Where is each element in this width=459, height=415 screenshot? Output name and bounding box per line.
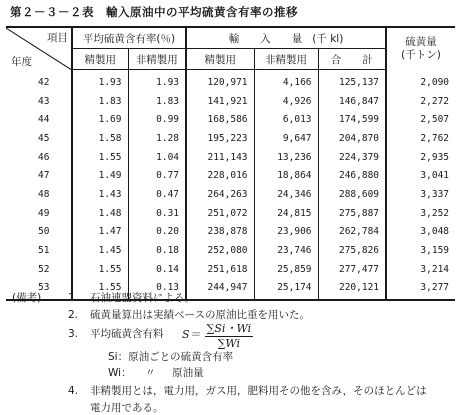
import-nonrefined-cell: 23,906 [254,223,318,242]
rate-nonrefined-cell: 1.83 [128,92,186,111]
import-refined-cell: 141,921 [186,92,254,111]
import-volume-header [186,27,386,49]
si-definition: Si：原油ごとの硫黄含有率 [108,351,234,363]
rate-nonrefined-cell: 0.14 [128,260,186,279]
import-total-header: 合 計 [318,49,386,70]
import-total-cell: 277,477 [318,260,386,279]
import-refined-cell: 195,223 [186,129,254,148]
formula-denominator: ∑Wi [217,337,241,350]
year-cell: 45 [38,132,50,144]
table-row [6,70,455,92]
rate-nonrefined-cell: 0.31 [128,204,186,223]
import-refined-header: 精製用 [186,49,254,70]
table-row [6,260,455,279]
year-cell: 43 [38,95,50,107]
sulfur-amount-header [386,27,455,70]
note-3: 3. 平均硫黄含有料 [68,328,164,340]
year-cell: 53 [6,279,72,301]
rate-nonrefined-cell: 0.18 [128,241,186,260]
import-total-cell: 288,609 [318,185,386,204]
import-nonrefined-cell: 13,236 [254,148,318,167]
table-header [6,27,455,70]
rate-refined-cell: 1.43 [72,185,128,204]
year-cell: 48 [38,188,50,200]
import-refined-cell: 238,878 [186,223,254,242]
year-cell: 42 [38,76,50,88]
import-nonrefined-header: 非精製用 [254,49,318,70]
import-nonrefined-cell: 9,647 [254,129,318,148]
rate-refined-cell: 1.55 [72,260,128,279]
table-row [6,110,455,129]
sulfur-formula [182,320,253,350]
sulfur-amount-cell: 3,041 [386,166,455,185]
rate-nonrefined-header: 非精製用 [128,49,186,70]
formula-fraction [205,320,254,350]
import-nonrefined-cell: 4,166 [254,70,318,92]
year-cell: 49 [38,207,50,219]
rate-nonrefined-cell: 1.93 [128,70,186,92]
rate-refined-cell: 1.49 [72,166,128,185]
note-4: 4. 非精製用とは，電力用，ガス用，肥料用その他を含み，そのほとんどは [68,385,427,397]
year-label: 年度 [11,55,32,68]
rate-nonrefined-cell: 0.13 [128,279,186,301]
import-refined-cell: 244,947 [186,279,254,301]
table-body [6,70,455,301]
import-nonrefined-cell: 6,013 [254,110,318,129]
note-2: 2. 硫黄量算出は実績ベースの原油比重を用いた。 [68,309,310,321]
import-nonrefined-cell: 24,815 [254,204,318,223]
year-cell: 50 [38,226,50,238]
table-row [6,185,455,204]
sulfur-amount-cell: 2,935 [386,148,455,167]
rate-refined-cell: 1.58 [72,129,128,148]
import-total-cell: 146,847 [318,92,386,111]
rate-nonrefined-cell: 0.77 [128,166,186,185]
import-refined-cell: 251,072 [186,204,254,223]
rate-refined-cell: 1.55 [72,148,128,167]
rate-nonrefined-cell: 0.99 [128,110,186,129]
sulfur-amount-cell: 2,507 [386,110,455,129]
sulfur-amount-unit: (千トン) [401,48,441,61]
import-total-cell: 220,121 [318,279,386,301]
import-total-cell: 224,379 [318,148,386,167]
import-volume-label: 輸 入 量 [228,32,303,45]
rate-nonrefined-cell: 0.20 [128,223,186,242]
import-nonrefined-cell: 18,864 [254,166,318,185]
rate-refined-header: 精製用 [72,49,128,70]
rate-refined-cell: 1.47 [72,223,128,242]
table-title [10,4,298,20]
import-total-cell: 174,599 [318,110,386,129]
year-cell: 51 [38,245,50,257]
year-cell: 47 [38,170,50,182]
table-row [6,148,455,167]
import-total-cell: 275,826 [318,241,386,260]
table-row [6,129,455,148]
import-refined-cell: 228,016 [186,166,254,185]
year-cell: 46 [38,151,50,163]
sulfur-amount-cell: 2,272 [386,92,455,111]
ditto-mark: 〃 [144,367,156,379]
sulfur-amount-cell: 2,762 [386,129,455,148]
sulfur-amount-label: 硫黄量 [405,35,437,48]
import-refined-cell: 120,971 [186,70,254,92]
import-total-cell: 275,887 [318,204,386,223]
year-cell: 44 [38,114,50,126]
import-refined-cell: 252,080 [186,241,254,260]
import-total-cell: 204,870 [318,129,386,148]
rate-refined-cell: 1.48 [72,204,128,223]
formula-lhs: S＝ [182,328,201,341]
avg-rate-header: 平均硫黄含有率(％) [72,27,186,49]
rate-refined-cell: 1.83 [72,92,128,111]
rate-refined-cell: 1.69 [72,110,128,129]
table-row [6,204,455,223]
rate-nonrefined-cell: 0.47 [128,185,186,204]
formula-numerator: ∑Si・Wi [206,322,252,335]
year-cell: 52 [38,263,50,275]
sulfur-amount-cell: 2,090 [386,70,455,92]
sulfur-amount-cell: 3,214 [386,260,455,279]
rate-refined-cell: 1.55 [72,279,128,301]
sulfur-amount-cell: 3,337 [386,185,455,204]
import-unit: (千 kl) [312,32,344,45]
table-row [6,166,455,185]
import-nonrefined-cell: 4,926 [254,92,318,111]
import-refined-cell: 168,586 [186,110,254,129]
table-row [6,241,455,260]
table-row [6,92,455,111]
import-nonrefined-cell: 25,859 [254,260,318,279]
sulfur-content-table [6,26,455,301]
import-nonrefined-cell: 25,174 [254,279,318,301]
rate-refined-cell: 1.93 [72,70,128,92]
notes-label: (備考) [12,292,42,304]
import-total-cell: 262,784 [318,223,386,242]
sulfur-amount-cell: 3,252 [386,204,455,223]
import-total-cell: 246,880 [318,166,386,185]
sulfur-amount-cell: 3,277 [386,279,455,301]
table-title-text: 輸入原油中の平均硫黄含有率の推移 [106,5,298,19]
rate-nonrefined-cell: 1.04 [128,148,186,167]
wi-definition: Wi： 〃 原油量 [108,367,204,379]
corner-header [6,27,72,70]
sulfur-amount-cell: 3,159 [386,241,455,260]
note-1: 1. 石油連盟資料による。 [68,292,195,304]
import-refined-cell: 251,618 [186,260,254,279]
import-nonrefined-cell: 24,346 [254,185,318,204]
import-refined-cell: 211,143 [186,148,254,167]
note-4-continued: 電力用である。 [90,402,164,414]
rate-refined-cell: 1.45 [72,241,128,260]
import-total-cell: 125,137 [318,70,386,92]
table-row [6,223,455,242]
import-nonrefined-cell: 23,746 [254,241,318,260]
sulfur-amount-cell: 3,048 [386,223,455,242]
table-number: 第２－３－２表 [10,5,94,19]
item-label: 項目 [47,32,68,44]
rate-nonrefined-cell: 1.28 [128,129,186,148]
import-refined-cell: 264,263 [186,185,254,204]
